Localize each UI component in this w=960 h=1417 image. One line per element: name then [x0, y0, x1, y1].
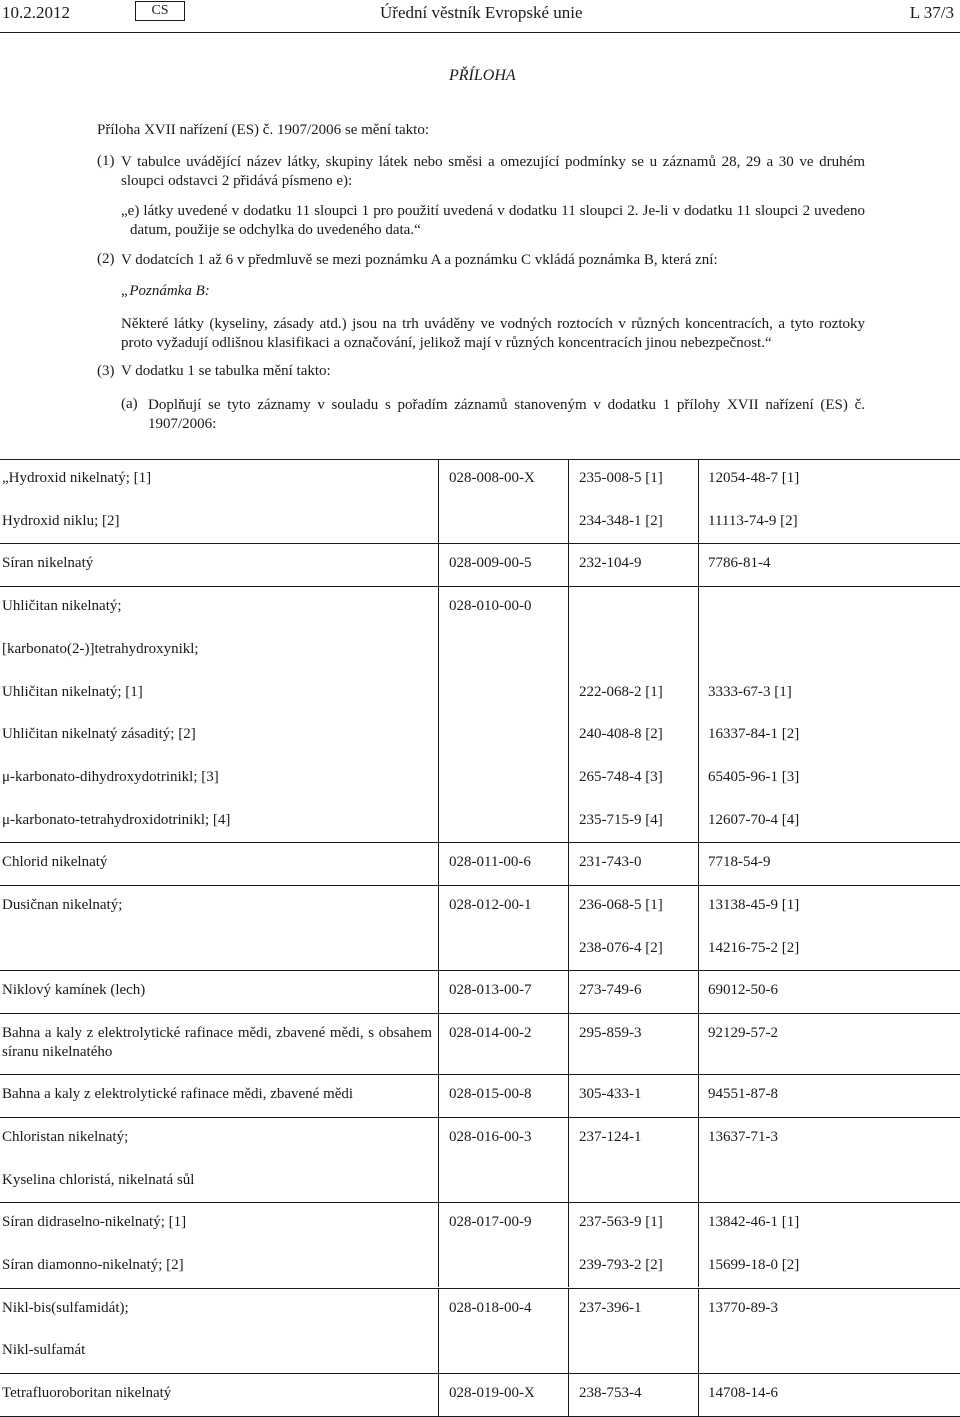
item-1-text: V tabulce uvádějící název látky, skupiny látek nebo směsi a omezující podmínky se u záznamů 28, 29 a 30 ve druhém sloupci odstavci 2 přidává písmeno e):: [121, 154, 865, 189]
table-cell-name: Síran nikelnatý: [2, 555, 94, 572]
table-cell-index: 028-018-00-4: [449, 1299, 532, 1316]
table-cell-ec: 237-563-9 [1]: [579, 1214, 663, 1231]
table-column-divider: [438, 1374, 439, 1416]
header-rule: [0, 32, 960, 33]
item-1-quote: „e) látky uvedené v dodatku 11 sloupci 1 pro použití uvedená v dodatku 11 sloupci 2. Je-li v dodatku 11 sloupci 2 uvedeno datum, použije se odchylka do uvedeného data.“: [121, 203, 865, 238]
table-cell-ec: 295-859-3: [579, 1025, 642, 1042]
table-column-divider: [568, 1014, 569, 1074]
table-column-divider: [698, 459, 699, 543]
table-cell-cas: 14216-75-2 [2]: [708, 939, 800, 956]
table-column-divider: [568, 1374, 569, 1416]
table-cell-cas: 92129-57-2: [708, 1025, 778, 1042]
table-cell-name: Kyselina chloristá, nikelnatá sůl: [2, 1171, 195, 1188]
table-column-divider: [438, 1075, 439, 1117]
table-cell-name: Chlorid nikelnatý: [2, 854, 108, 871]
item-3-number: (3): [97, 363, 115, 379]
annex-title: PŘÍLOHA: [449, 67, 516, 84]
table-column-divider: [438, 544, 439, 586]
table-cell-cas: 13842-46-1 [1]: [708, 1214, 800, 1231]
table-column-divider: [438, 587, 439, 842]
table-column-divider: [698, 886, 699, 970]
table-cell-index: 028-017-00-9: [449, 1214, 532, 1231]
table-column-divider: [568, 587, 569, 842]
table-cell-ec: 235-715-9 [4]: [579, 811, 663, 828]
table-cell-name: Niklový kamínek (lech): [2, 982, 146, 999]
table-cell-ec: 235-008-5 [1]: [579, 470, 663, 486]
table-row-separator: [0, 1373, 960, 1374]
table-cell-name: Bahna a kaly z elektrolytické rafinace mědi, zbavené mědi, s obsahem síranu nikelnatého: [2, 1025, 432, 1061]
table-column-divider: [568, 1118, 569, 1202]
table-column-divider: [568, 1203, 569, 1287]
table-row-separator: [0, 842, 960, 843]
table-cell-name: Uhličitan nikelnatý; [1]: [2, 683, 143, 700]
table-cell-cas: 69012-50-6: [708, 982, 778, 999]
table-cell-cas: 13770-89-3: [708, 1299, 778, 1316]
table-column-divider: [698, 544, 699, 586]
table-cell-cas: 7718-54-9: [708, 854, 771, 871]
item-2-text: V dodatcích 1 až 6 v předmluvě se mezi poznámku A a poznámku C vkládá poznámka B, která zní:: [121, 252, 718, 268]
table-cell-ec: 240-408-8 [2]: [579, 726, 663, 743]
table-cell-name: Hydroxid niklu; [2]: [2, 512, 120, 529]
table-cell-ec: 222-068-2 [1]: [579, 683, 663, 700]
journal-title: Úřední věstník Evropské unie: [380, 3, 583, 22]
table-cell-cas: 65405-96-1 [3]: [708, 768, 800, 785]
item-3a-text: Doplňují se tyto záznamy v souladu s pořadím záznamů stanoveným v dodatku 1 přílohy XVII nařízení (ES) č. 1907/2006:: [148, 397, 865, 432]
item-2-number: (2): [97, 251, 115, 267]
table-column-divider: [568, 886, 569, 970]
table-cell-name: Uhličitan nikelnatý;: [2, 598, 122, 615]
table-column-divider: [438, 1118, 439, 1202]
table-row-separator: [0, 970, 960, 971]
table-cell-name: [karbonato(2-)]tetrahydroxynikl;: [2, 640, 199, 657]
table-column-divider: [698, 587, 699, 842]
language-badge: CS: [135, 1, 185, 21]
table-cell-index: 028-012-00-1: [449, 897, 532, 913]
table-cell-ec: 305-433-1: [579, 1086, 642, 1103]
table-row-separator: [0, 1202, 960, 1203]
table-cell-name: Síran didraselno-nikelnatý; [1]: [2, 1214, 187, 1231]
table-cell-ec: 238-753-4: [579, 1385, 642, 1401]
table-column-divider: [438, 886, 439, 970]
table-column-divider: [438, 843, 439, 885]
table-column-divider: [698, 843, 699, 885]
table-top-rule: [0, 459, 960, 460]
table-column-divider: [438, 971, 439, 1013]
item-3-text: V dodatku 1 se tabulka mění takto:: [121, 363, 331, 379]
table-cell-name: Chloristan nikelnatý;: [2, 1128, 129, 1145]
table-cell-name: „Hydroxid nikelnatý; [1]: [2, 470, 152, 486]
table-row-separator: [0, 586, 960, 587]
table-column-divider: [698, 1014, 699, 1074]
table-column-divider: [698, 1203, 699, 1287]
table-row-separator: [0, 885, 960, 886]
table-cell-name: Nikl-bis(sulfamidát);: [2, 1299, 129, 1316]
table-cell-index: 028-009-00-5: [449, 555, 532, 572]
table-cell-ec: 239-793-2 [2]: [579, 1256, 663, 1273]
table-cell-cas: 14708-14-6: [708, 1385, 778, 1401]
table-cell-cas: 12054-48-7 [1]: [708, 470, 800, 486]
table-cell-index: 028-019-00-X: [449, 1385, 535, 1401]
table-cell-cas: 7786-81-4: [708, 555, 771, 572]
table-cell-index: 028-011-00-6: [449, 854, 531, 871]
table-cell-index: 028-010-00-0: [449, 598, 532, 615]
table-column-divider: [568, 1289, 569, 1373]
table-cell-name: Bahna a kaly z elektrolytické rafinace mědi, zbavené mědi: [2, 1086, 354, 1103]
table-cell-name: Tetrafluoroboritan nikelnatý: [2, 1385, 172, 1401]
table-cell-cas: 94551-87-8: [708, 1086, 778, 1103]
table-cell-cas: 13138-45-9 [1]: [708, 897, 800, 913]
table-column-divider: [698, 1118, 699, 1202]
table-column-divider: [568, 1075, 569, 1117]
table-column-divider: [438, 1014, 439, 1074]
table-column-divider: [568, 971, 569, 1013]
publication-date: 10.2.2012: [2, 3, 70, 22]
table-cell-ec: 237-396-1: [579, 1299, 642, 1316]
table-cell-cas: 13637-71-3: [708, 1128, 778, 1145]
table-cell-cas: 11113-74-9 [2]: [708, 512, 798, 529]
table-row-separator: [0, 1288, 960, 1289]
table-column-divider: [568, 843, 569, 885]
table-cell-index: 028-014-00-2: [449, 1025, 532, 1042]
table-cell-ec: 265-748-4 [3]: [579, 768, 663, 785]
table-cell-cas: 12607-70-4 [4]: [708, 811, 800, 828]
table-cell-index: 028-015-00-8: [449, 1086, 532, 1103]
table-cell-name: Síran diamonno-nikelnatý; [2]: [2, 1256, 184, 1273]
table-cell-ec: 234-348-1 [2]: [579, 512, 663, 529]
table-cell-ec: 236-068-5 [1]: [579, 897, 663, 913]
table-cell-ec: 238-076-4 [2]: [579, 939, 663, 956]
table-column-divider: [698, 971, 699, 1013]
table-column-divider: [698, 1289, 699, 1373]
item-1-number: (1): [97, 153, 115, 169]
table-row-separator: [0, 543, 960, 544]
table-column-divider: [698, 1374, 699, 1416]
table-cell-index: 028-013-00-7: [449, 982, 532, 999]
table-cell-index: 028-008-00-X: [449, 470, 535, 486]
table-cell-cas: 3333-67-3 [1]: [708, 683, 792, 700]
table-cell-ec: 232-104-9: [579, 555, 642, 572]
table-cell-ec: 231-743-0: [579, 854, 642, 871]
table-cell-name: Dusičnan nikelnatý;: [2, 897, 123, 913]
table-column-divider: [568, 459, 569, 543]
table-column-divider: [568, 544, 569, 586]
note-b-title: „Poznámka B:: [121, 283, 210, 299]
table-cell-name: μ-karbonato-tetrahydroxidotrinikl; [4]: [2, 811, 231, 828]
table-cell-ec: 237-124-1: [579, 1128, 642, 1145]
table-cell-name: Uhličitan nikelnatý zásaditý; [2]: [2, 726, 196, 743]
table-row-separator: [0, 1074, 960, 1075]
note-b-text: Některé látky (kyseliny, zásady atd.) jsou na trh uváděny ve vodných roztocích v různých koncentracích, a tyto roztoky proto vyžadují odlišnou klasifikaci a označování, jelikož mají v různých koncentracích jinou nebezpečnost.“: [121, 316, 865, 351]
table-cell-index: 028-016-00-3: [449, 1128, 532, 1145]
intro-text: Příloha XVII nařízení (ES) č. 1907/2006 se mění takto:: [97, 122, 430, 138]
table-cell-ec: 273-749-6: [579, 982, 642, 999]
table-cell-name: μ-karbonato-dihydroxydotrinikl; [3]: [2, 768, 219, 785]
table-column-divider: [438, 1203, 439, 1287]
table-row-separator: [0, 1013, 960, 1014]
table-row-separator: [0, 1117, 960, 1118]
table-column-divider: [698, 1075, 699, 1117]
table-column-divider: [438, 459, 439, 543]
table-cell-cas: 15699-18-0 [2]: [708, 1256, 800, 1273]
table-column-divider: [438, 1289, 439, 1373]
table-cell-cas: 16337-84-1 [2]: [708, 726, 800, 743]
table-cell-name: Nikl-sulfamát: [2, 1342, 86, 1359]
item-3a-number: (a): [121, 396, 138, 412]
page-number: L 37/3: [909, 3, 954, 22]
